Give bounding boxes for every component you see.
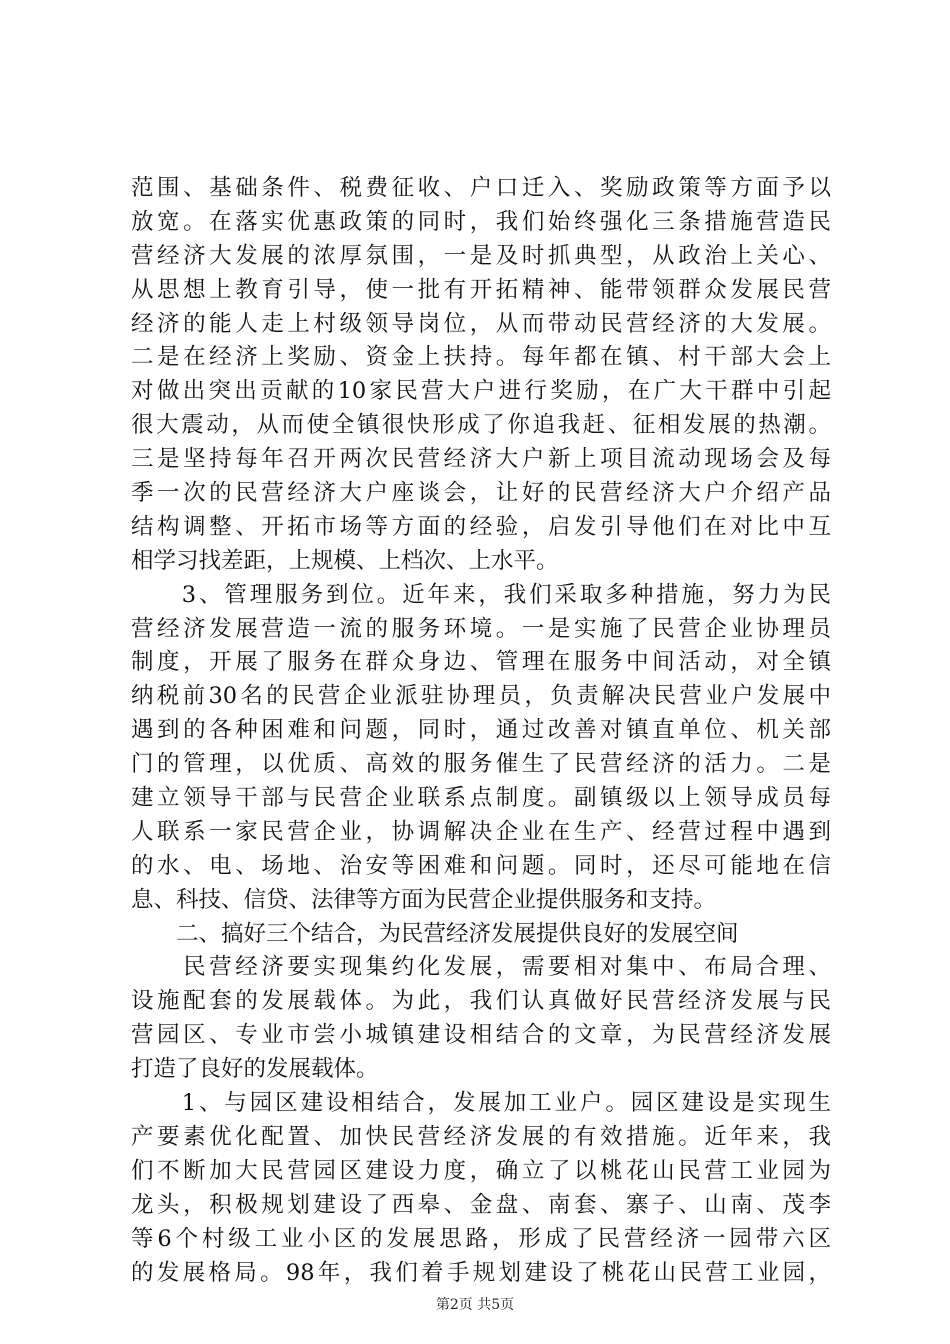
text-line: 营经济发展营造一流的服务环境。一是实施了民营企业协理员 [131,615,831,642]
text-line: 的水、电、场地、治安等困难和问题。同时，还尽可能地在信 [131,852,831,879]
text-line: 设施配套的发展载体。为此，我们认真做好民营经济发展与民 [131,988,831,1015]
text-line: 三是坚持每年召开两次民营经济大户新上项目流动现场会及每 [131,446,831,473]
text-line: 息、科技、信贷、法律等方面为民营企业提供服务和支持。 [131,886,717,913]
text-line: 的发展格局。98年，我们着手规划建设了桃花山民营工业园， [131,1259,831,1286]
text-line: 营经济大发展的浓厚氛围，一是及时抓典型，从政治上关心、 [131,242,831,269]
text-line: 遇到的各种困难和问题，同时，通过改善对镇直单位、机关部 [131,717,831,744]
text-line: 建立领导干部与民营企业联系点制度。副镇级以上领导成员每 [131,785,831,812]
section-heading: 二、搞好三个结合，为民营经济发展提供良好的发展空间 [131,920,739,947]
text-line: 经济的能人走上村级领导岗位，从而带动民营经济的大发展。 [131,310,831,337]
text-line: 龙头，积极规划建设了西皋、金盘、南套、寨子、山南、茂李 [131,1191,831,1218]
text-line: 季一次的民营经济大户座谈会，让好的民营经济大户介绍产品 [131,480,831,507]
text-line: 产要素优化配置、加快民营经济发展的有效措施。近年来，我 [131,1123,831,1150]
text-line: 从思想上教育引导，使一批有开拓精神、能带领群众发展民营 [131,276,831,303]
text-line: 很大震动，从而使全镇很快形成了你追我赶、征相发展的热潮。 [131,412,831,439]
text-line: 门的管理，以优质、高效的服务催生了民营经济的活力。二是 [131,751,831,778]
text-line: 放宽。在落实优惠政策的同时，我们始终强化三条措施营造民 [131,208,831,235]
text-line: 制度，开展了服务在群众身边、管理在服务中间活动，对全镇 [131,649,831,676]
text-line: 纳税前30名的民营企业派驻协理员，负责解决民营业户发展中 [131,683,831,710]
text-line: 营园区、专业市尝小城镇建设相结合的文章，为民营经济发展 [131,1022,831,1049]
text-line: 相学习找差距，上规模、上档次、上水平。 [131,547,559,574]
text-line: 人联系一家民营企业，协调解决企业在生产、经营过程中遇到 [131,818,831,845]
text-line: 等6个村级工业小区的发展思路，形成了民营经济一园带六区 [131,1225,831,1252]
body-text [131,172,831,1290]
text-line: 们不断加大民营园区建设力度，确立了以桃花山民营工业园为 [131,1157,831,1184]
text-line: 对做出突出贡献的10家民营大户进行奖励，在广大干群中引起 [131,378,831,405]
text-line: 3、管理服务到位。近年来，我们采取多种措施，努力为民 [131,581,831,608]
text-line: 民营经济要实现集约化发展，需要相对集中、布局合理、 [131,954,831,981]
text-line: 1、与园区建设相结合，发展加工业户。园区建设是实现生 [131,1090,831,1117]
text-line: 范围、基础条件、税费征收、户口迁入、奖励政策等方面予以 [131,175,831,201]
text-line: 二是在经济上奖励、资金上扶持。每年都在镇、村干部大会上 [131,344,831,371]
text-line: 结构调整、开拓市场等方面的经验，启发引导他们在对比中互 [131,513,831,540]
page-number: 第2页 共5页 [435,1297,515,1313]
text-line: 打造了良好的发展载体。 [131,1056,379,1083]
